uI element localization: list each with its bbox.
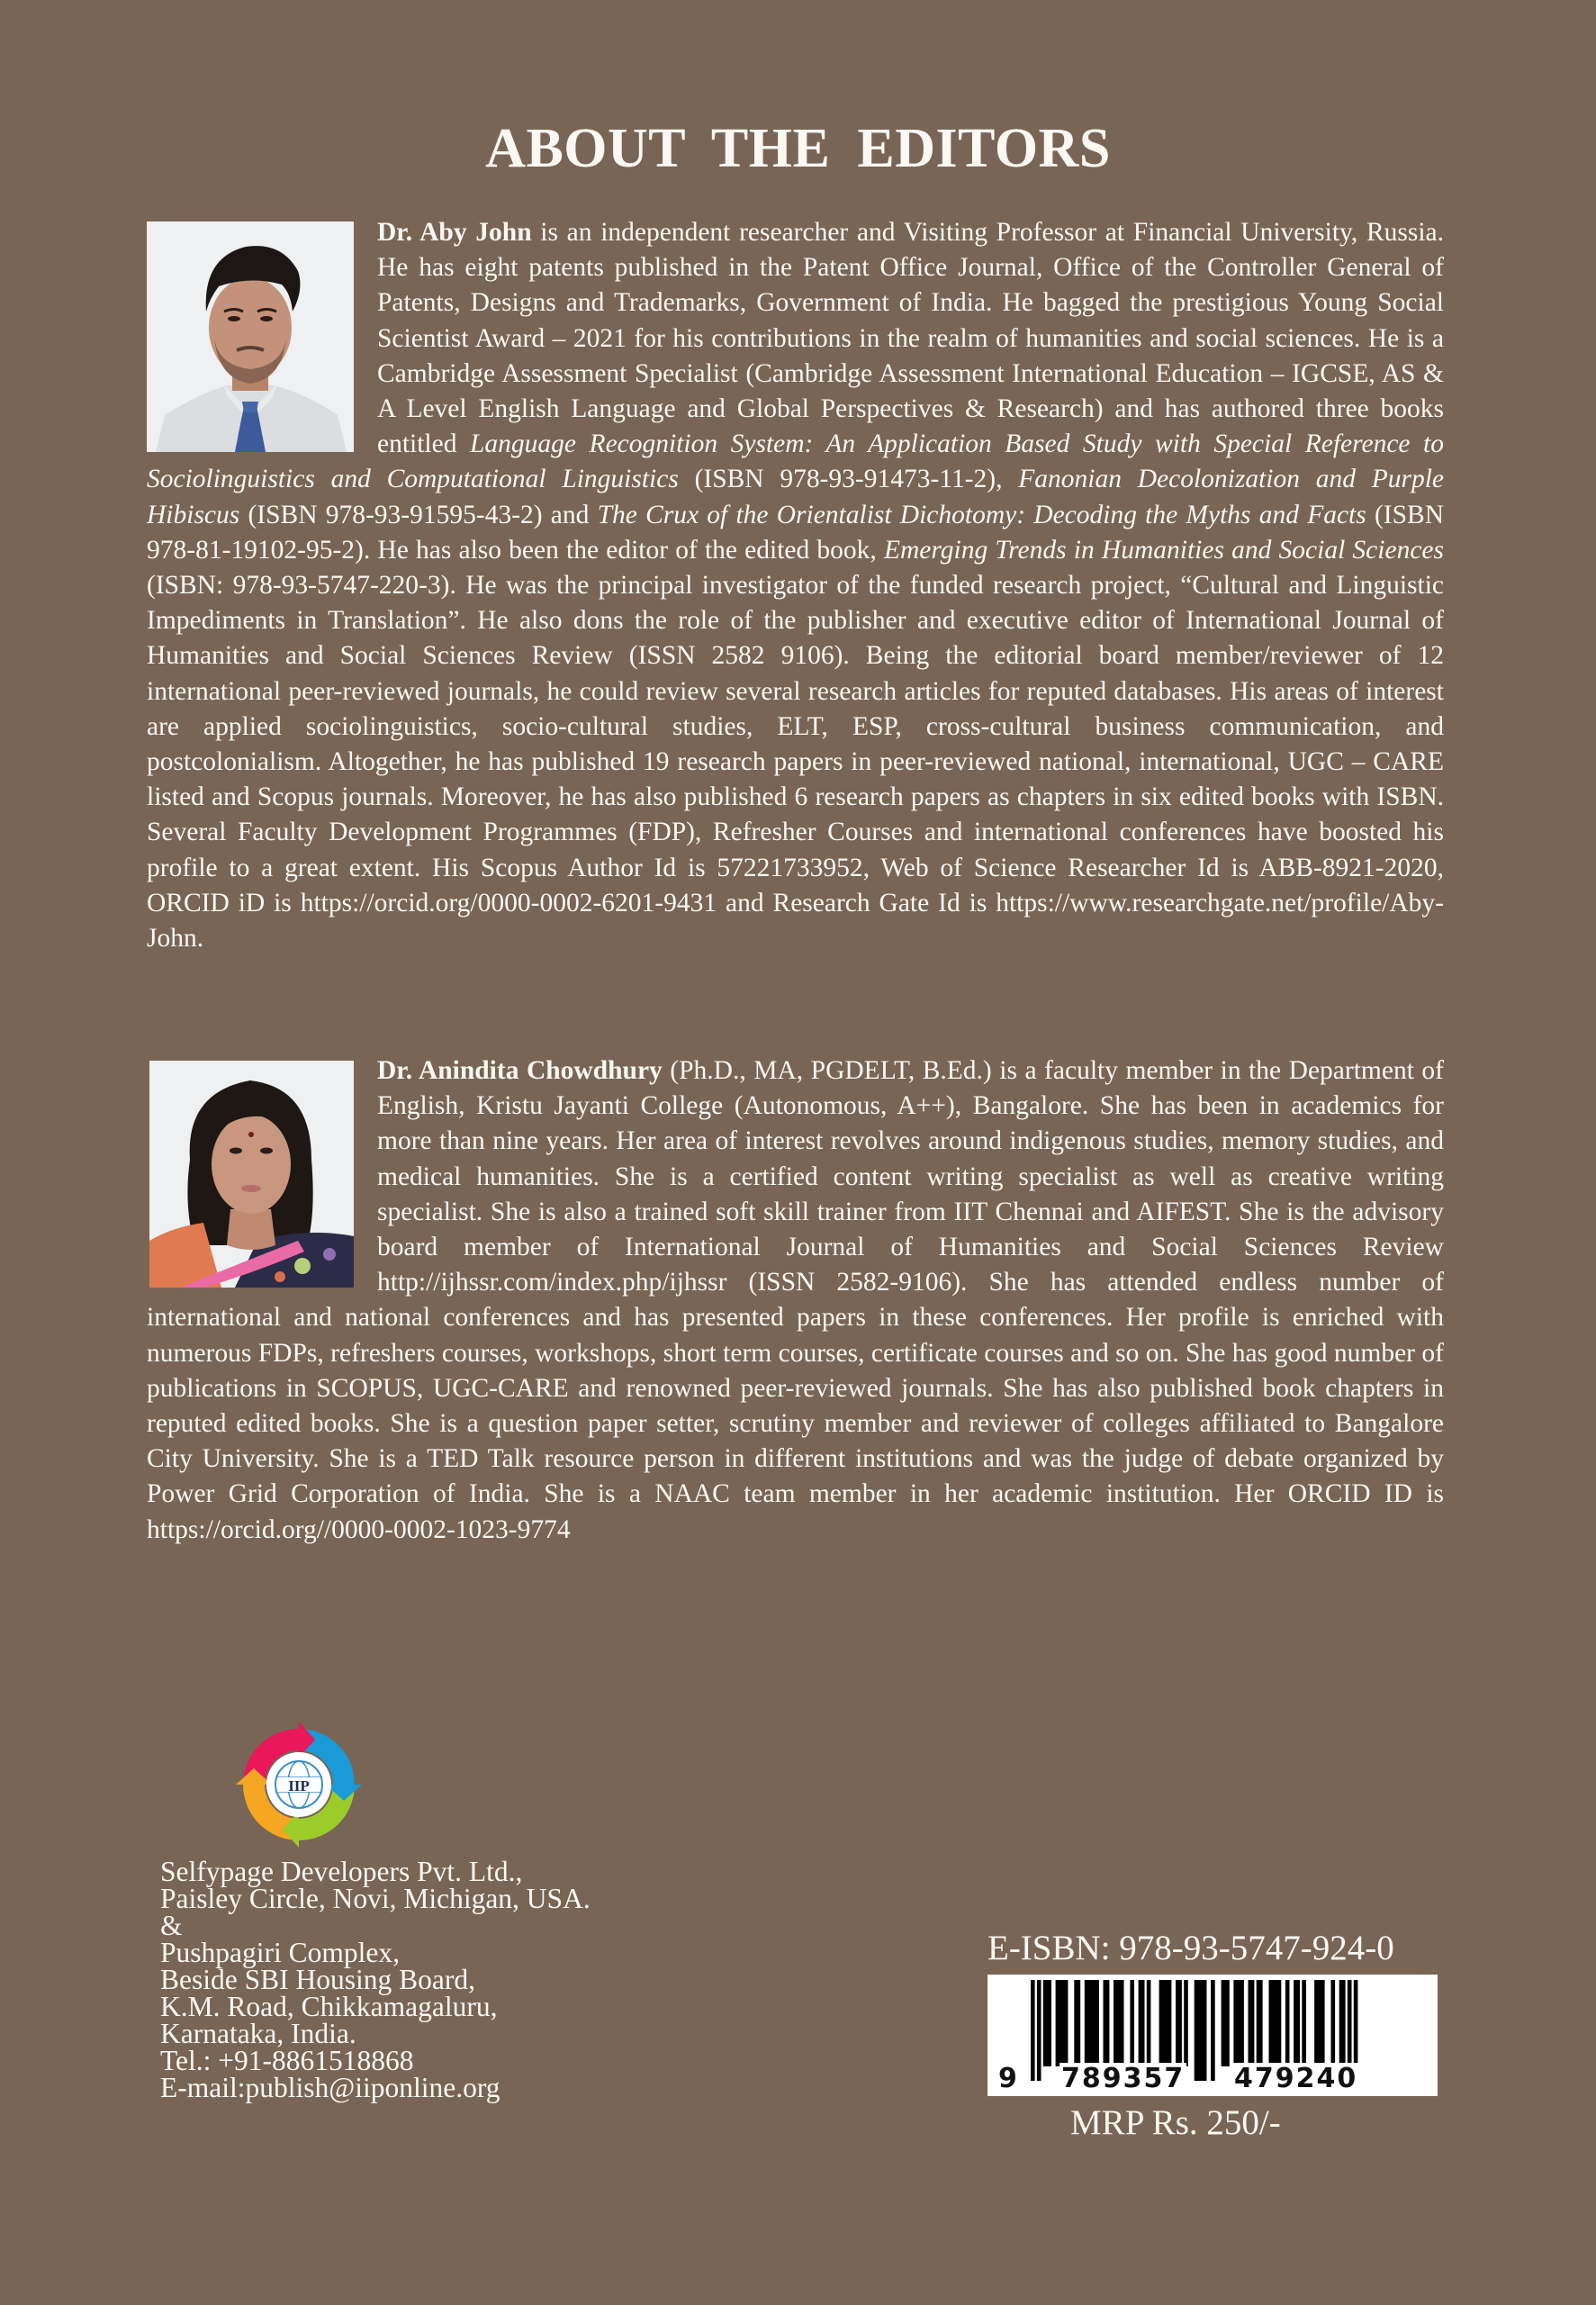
- address-line: Paisley Circle, Novi, Michigan, USA.: [160, 1883, 591, 1914]
- email: E-mail:publish@iiponline.org: [160, 2072, 500, 2103]
- address-line: K.M. Road, Chikkamagaluru,: [160, 1991, 498, 2022]
- svg-text:IIP: IIP: [288, 1777, 310, 1794]
- editor-name: Dr. Aby John: [377, 218, 532, 247]
- isbn-label: E-ISBN: 978-93-5747-924-0: [987, 1929, 1394, 1967]
- bio-text: (ISBN: 978-93-5747-220-3). He was the principal investigator of the funded research project, “Cultural and Linguistic Impediments in Translation”. He also dons the role of the publisher and executive editor of International Journal of Humanities and Social Sciences Review (ISSN 2582 9106). Being the editorial board member/reviewer of 12 international peer-reviewed journals, he could review several research articles for reputed databases. His areas of interest are applied sociolinguistics, socio-cultural studies, ELT, ESP, cross-cultural business communication, and postcolonialism. Altogether, he has published 19 research papers in peer-reviewed national, international, UGC – CARE listed and Scopus journals. Moreover, he has also published 6 research papers as chapters in six edited books with ISBN. Several Faculty Development Programmes (FDP), Refresher Courses and international conferences have boosted his profile to a great extent. His Scopus Author Id is 57221733952, Web of Science Researcher Id is ABB-8921-2020, ORCID iD is https://orcid.org/0000-0002-6201-9431 and Research Gate Id is https://www.researchgate.net/profile/Aby-John.: [147, 571, 1444, 954]
- page-title: ABOUT THE EDITORS: [485, 118, 1111, 179]
- address-line: &: [160, 1910, 183, 1941]
- bio-text: (ISBN 978-93-91595-43-2) and: [239, 500, 598, 529]
- editor-bio-aby-john: [147, 215, 1444, 956]
- book-title: The Crux of the Orientalist Dichotomy: Decoding the Myths and Facts: [597, 500, 1366, 529]
- book-title: Language Recognition System: An Application Based Study with Special Reference to Sociolinguistics and Computational Linguistics: [147, 429, 1444, 494]
- portrait-woman-icon: [149, 1061, 354, 1288]
- bio-text: (ISBN 978-81-19102-95-2). He has also been the editor of the edited book,: [147, 500, 1445, 565]
- editor-name: Dr. Anindita Chowdhury: [377, 1056, 663, 1085]
- barcode-digit: 479240: [1234, 2063, 1358, 2094]
- bio-text: (ISBN 978-93-91473-11-2),: [678, 465, 1019, 494]
- phone: Tel.: +91-8861518868: [160, 2045, 414, 2076]
- barcode-icon: [987, 1975, 1438, 2096]
- editor-bio-anindita-chowdhury: [147, 1053, 1444, 1548]
- address-line: Selfypage Developers Pvt. Ltd.,: [160, 1856, 523, 1887]
- iip-logo-icon: [236, 1722, 362, 1848]
- bio-text: is an independent researcher and Visiting Professor at Financial University, Russia. He has eight patents published in the Patent Office Journal, Office of the Controller General of Patents, Designs and Trademarks, Government of India. He bagged the prestigious Young Social Scientist Award – 2021 for his contributions in the realm of humanities and social sciences. He is a Cambridge Assessment Specialist (Cambridge Assessment International Education – IGCSE, AS & A Level English Language and Global Perspectives & Research) and has authored three books entitled: [377, 218, 1445, 459]
- address-line: Karnataka, India.: [160, 2018, 356, 2049]
- portrait-man-icon: [147, 221, 354, 452]
- barcode-digit: 789357: [1061, 2063, 1186, 2094]
- address-line: Beside SBI Housing Board,: [160, 1964, 475, 1995]
- barcode-digit: 9: [998, 2063, 1019, 2094]
- book-title: Fanonian Decolonization and Purple Hibiscus: [147, 465, 1444, 529]
- price-label: MRP Rs. 250/-: [1070, 2103, 1281, 2142]
- publisher-address: [160, 1858, 591, 2102]
- bio-text: (Ph.D., MA, PGDELT, B.Ed.) is a faculty member in the Department of English, Kristu Jayanti College (Autonomous, A++), Bangalore. She has been in academics for more than nine years. Her area of interest revolves around indigenous studies, memory studies, and medical humanities. She is a certified content writing specialist as well as creative writing specialist. She is also a trained soft skill trainer from IIT Chennai and AIFEST. She is the advisory board member of International Journal of Humanities and Social Sciences Review http://ijhssr.com/index.php/ijhssr (ISSN 2582-9106). She has attended endless number of international and national conferences and has presented papers in these conferences. Her profile is enriched with numerous FDPs, refreshers courses, workshops, short term courses, certificate courses and so on. She has good number of publications in SCOPUS, UGC-CARE and renowned peer-reviewed journals. She has also published book chapters in reputed edited books. She is a question paper setter, scrutiny member and reviewer of colleges affiliated to Bangalore City University. She is a TED Talk resource person in different institutions and was the judge of debate organized by Power Grid Corporation of India. She is a NAAC team member in her academic institution. Her ORCID ID is https://orcid.org//0000-0002-1023-9774: [147, 1056, 1444, 1544]
- address-line: Pushpagiri Complex,: [160, 1937, 400, 1968]
- book-title: Emerging Trends in Humanities and Social Sciences: [883, 535, 1444, 565]
